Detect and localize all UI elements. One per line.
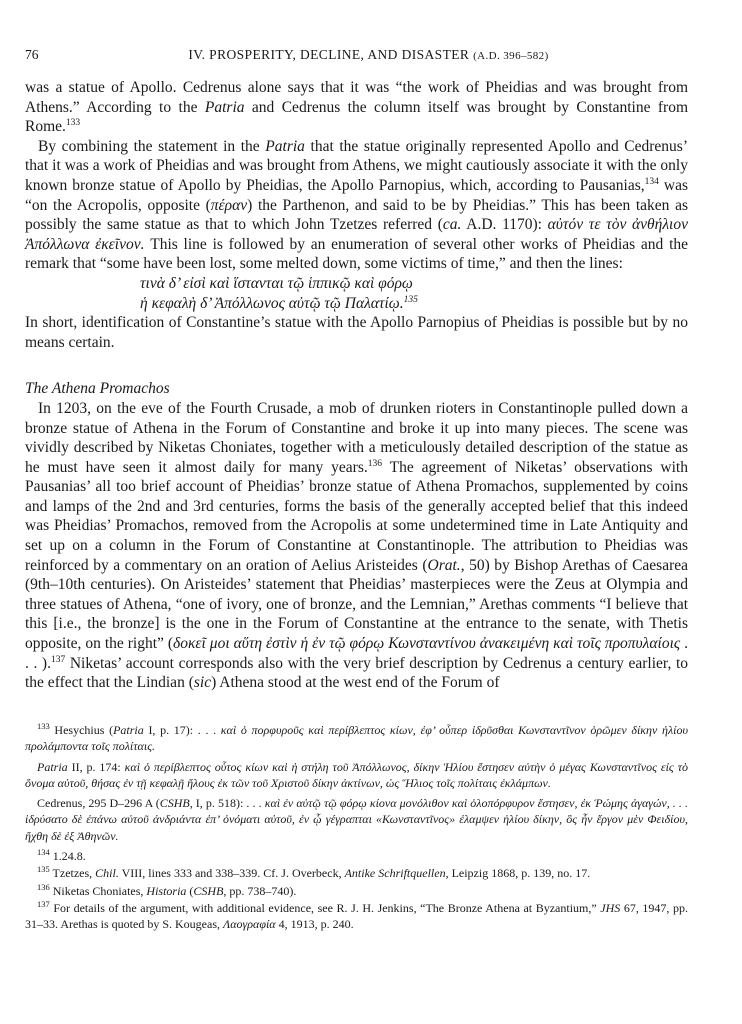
- verse-line-1: τινὰ δ’ εἰσὶ καὶ ἵστανται τῷ ἱππικῷ καὶ φόρῳ: [140, 274, 413, 292]
- chapter-title: IV. PROSPERITY, DECLINE, AND DISASTER: [188, 47, 470, 62]
- footnote-136: $^{136}$ Niketas Choniates, Historia (CSHB, pp. 738–740).: [37, 881, 297, 898]
- main-text: [25, 78, 688, 693]
- footnote-135: $^{135}$ Tzetzes, Chil. VIII, lines 333 and 338–339. Cf. J. Overbeck, Antike Schriftquellen, Leipzig 1868, p. 139, no. 17.: [37, 864, 591, 881]
- footnotes: [25, 722, 688, 937]
- paragraph-3: In short, identification of Constantine’s statue with the Apollo Parnopius of Pheidias is possible but by no means certain.: [25, 314, 688, 351]
- footnote-cedrenus: Cedrenus, 295 D–296 A (CSHB, I, p. 518): . . . καὶ ἐν αὐτῷ τῷ φόρῳ κίονα μονόλιθον καὶ ὁλοπόρφυρον ἔστησεν, ἐκ Ῥώμης ἀγαγών, . . . ἱδρύσατο δὲ ἐπάνω αὐτοῦ ἀνδριάντα ἐπ’ ὀνόματι αὐτοῦ, ἐν ᾧ γέγραπται «Κωνσταντῖνος» ἐλαμψεν ἡλίου δίκην, ὃς ἦν ἔργον μὲν Φειδίου, ἤχθη δὲ ἐξ Ἀθηνῶν.: [25, 796, 688, 843]
- paragraph-1: was a statue of Apollo. Cedrenus alone says that it was “the work of Pheidias and was brought from Athens.” According to the Patria and Cedrenus the column itself was brought by Constantine from Rome.$^{133}$: [25, 79, 688, 136]
- footnote-133: $^{133}$ Hesychius (Patria I, p. 17): . . . καὶ ὁ πορφυροῦς καὶ περίβλεπτος κίων, ἐφ’ οὗπερ ἱδρῦσθαι Κωνσταντῖνον ὁρῶμεν δίκην ἡλίου προλάμποντα τοῖς πολίταις.: [25, 721, 688, 754]
- footnote-patria: Patria II, p. 174: καὶ ὁ περίβλεπτος οὗτος κίων καὶ ἡ στήλη τοῦ Ἀπόλλωνος, δίκην Ἡλίου ἔστησεν αὐτὴν ὁ μέγας Κωνσταντῖνος εἰς τὸ ὄνομα αὐτοῦ, θήσας ἐν τῇ κεφαλῇ ἥλους ἐκ τῶν τοῦ Χριστοῦ δίκην ἀκτίνων, ὡς Ἥλιος τοῖς πολίταις ἐκλάμπων.: [25, 759, 688, 790]
- paragraph-2: By combining the statement in the Patria that the statue originally represented Apollo and Cedrenus’ that it was a work of Pheidias and was brought from Athens, we might cautiously associate it with the only known bronze statue of Apollo by Pheidias, the Apollo Parnopius, which, according to Pausanias,$^{134}$ was “on the Acropolis, opposite (πέραν) the Parthenon, and said to be by Pheidias.” This has been taken as possibly the same statue as that to which John Tzetzes referred (ca. A.D. 1170): αὐτόν τε τὸν ἀνθήλιον Ἀπόλλωνα ἐκεῖνον. This line is followed by an enumeration of several other works of Pheidias and the remark that “some have been lost, some melted down, some victims of time,” and then the lines:: [25, 137, 689, 273]
- page-number: 76: [25, 47, 39, 62]
- section-heading: The Athena Promachos: [25, 380, 170, 398]
- footnote-ref-134[interactable]: 134: [644, 176, 659, 187]
- footnote-ref-137[interactable]: 137: [50, 654, 66, 665]
- chapter-date-range: (A.D. 396–582): [473, 50, 549, 62]
- page-header: [25, 47, 712, 67]
- footnote-ref-135[interactable]: 135: [403, 294, 418, 305]
- footnote-134: $^{134}$ 1.24.8.: [37, 847, 86, 864]
- footnote-ref-136[interactable]: 136: [367, 458, 383, 469]
- verse-line-2: ἡ κεφαλὴ δ’ Ἀπόλλωνος αὐτῷ τῷ Παλατίῳ.$^{135}$: [140, 294, 418, 312]
- paragraph-4: In 1203, on the eve of the Fourth Crusade, a mob of drunken rioters in Constantinople pulled down a bronze statue of Athena in the Forum of Constantine and broke it up into many pieces. The scene was vividly described by Niketas Choniates, together with a meticulously detailed description of the statue as he must have seen it almost daily for many years.$^{136}$ The agreement of Niketas’ observations with Pausanias’ all too brief account of Pheidias’ bronze statue of Athena Promachos, supplemented by coins and lamps of the 2nd and 3rd centuries, forms the basis of the generally accepted belief that this indeed was Pheidias’ Promachos, removed from the Acropolis at some undetermined time in Late Antiquity and set up on a column in the Forum of Constantine at Constantinople. The attribution to Pheidias was reinforced by a commentary on an oration of Aelius Aristeides (Orat., 50) by Bishop Arethas of Caesarea (9th–10th centuries). On Aristeides’ statement that Pheidias’ masterpieces were the Zeus at Olympia and three statues of Athena, “one of ivory, one of bronze, and the Lemnian,” Arethas comments “I believe that this [i.e., the bronze] is the one in the Forum of Constantine at the entrance to the senate, with Thetis opposite, on the right” (δοκεῖ μοι αὕτη ἐστὶν ἡ ἐν τῷ φόρῳ Κωνσταντίνου ἀνακειμένη καὶ τοῖς προπυλαίοις . . . ).$^{137}$ Niketas’ account corresponds also with the very brief description by Cedrenus a century earlier, to the effect that the Lindian (sic) Athena stood at the west end of the Forum of: [25, 399, 689, 692]
- footnote-137: $^{137}$ For details of the argument, with additional evidence, see R. J. H. Jenkins, “The Bronze Athena at Byzantium,” JHS 67, 1947, pp. 31–33. Arethas is quoted by S. Kougeas, Λαογραφία 4, 1913, p. 240.: [25, 898, 688, 932]
- footnote-ref-133[interactable]: 133: [65, 118, 81, 129]
- running-head: [25, 47, 712, 63]
